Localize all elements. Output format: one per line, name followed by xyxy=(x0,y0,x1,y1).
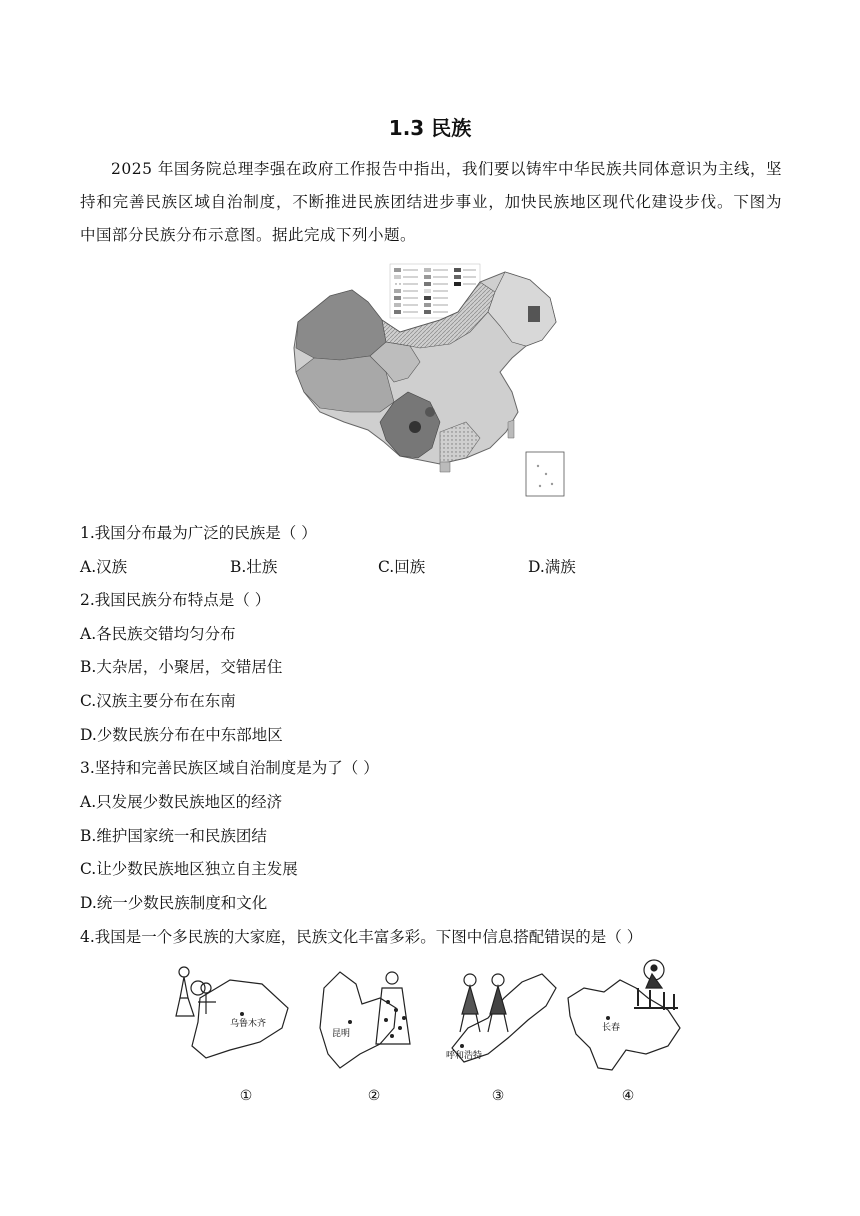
question-1-option-b: B.壮族 xyxy=(230,558,278,576)
question-3-option-c: C.让少数民族地区独立自主发展 xyxy=(80,860,298,878)
figure-label-4: ④ xyxy=(621,1088,635,1104)
question-1-option-c: C.回族 xyxy=(378,558,426,576)
question-3-option-b: B.维护国家统一和民族团结 xyxy=(80,827,267,845)
question-1-option-a: A.汉族 xyxy=(80,558,128,576)
page-title: 1.3 民族 xyxy=(388,116,472,140)
question-2-option-d: D.少数民族分布在中东部地区 xyxy=(80,726,283,744)
figure-4-city: 长春 xyxy=(602,1023,621,1033)
figure-label-1: ① xyxy=(239,1088,253,1104)
question-3-option-d: D.统一少数民族制度和文化 xyxy=(80,894,268,912)
question-2-option-b: B.大杂居，小聚居，交错居住 xyxy=(80,658,283,676)
question-2-option-c: C.汉族主要分布在东南 xyxy=(80,692,236,710)
ethnic-distribution-map xyxy=(290,262,572,500)
question-2-stem: 2.我国民族分布特点是（ ） xyxy=(80,591,271,609)
question-1-stem: 1.我国分布最为广泛的民族是（ ） xyxy=(80,524,317,542)
figure-1-xinjiang xyxy=(170,958,296,1088)
figure-label-2: ② xyxy=(367,1088,381,1104)
figure-1-city: 乌鲁木齐 xyxy=(230,1019,267,1029)
question-1-option-d: D.满族 xyxy=(528,558,576,576)
question-3-option-a: A.只发展少数民族地区的经济 xyxy=(80,793,283,811)
question-2-option-a: A.各民族交错均匀分布 xyxy=(80,625,236,643)
figure-2-yunnan xyxy=(300,958,426,1088)
figure-3-city: 呼和浩特 xyxy=(446,1051,483,1061)
intro-paragraph: 2025 年国务院总理李强在政府工作报告中指出，我们要以铸牢中华民族共同体意识为主线，坚持和完善民族区域自治制度，不断推进民族团结进步事业，加快民族地区现代化建设步伐。下图为中国部分民族分布示意图。据此完成下列小题。 xyxy=(80,160,782,244)
figure-3-inner-mongolia xyxy=(438,958,564,1088)
question-4-stem: 4.我国是一个多民族的大家庭，民族文化丰富多彩。下图中信息搭配错误的是（ ） xyxy=(80,928,643,946)
figure-label-3: ③ xyxy=(491,1088,505,1104)
culture-figure xyxy=(160,958,700,1108)
question-3-stem: 3.坚持和完善民族区域自治制度是为了（ ） xyxy=(80,759,379,777)
figure-2-city: 昆明 xyxy=(332,1029,351,1039)
figure-4-jilin xyxy=(564,958,690,1088)
